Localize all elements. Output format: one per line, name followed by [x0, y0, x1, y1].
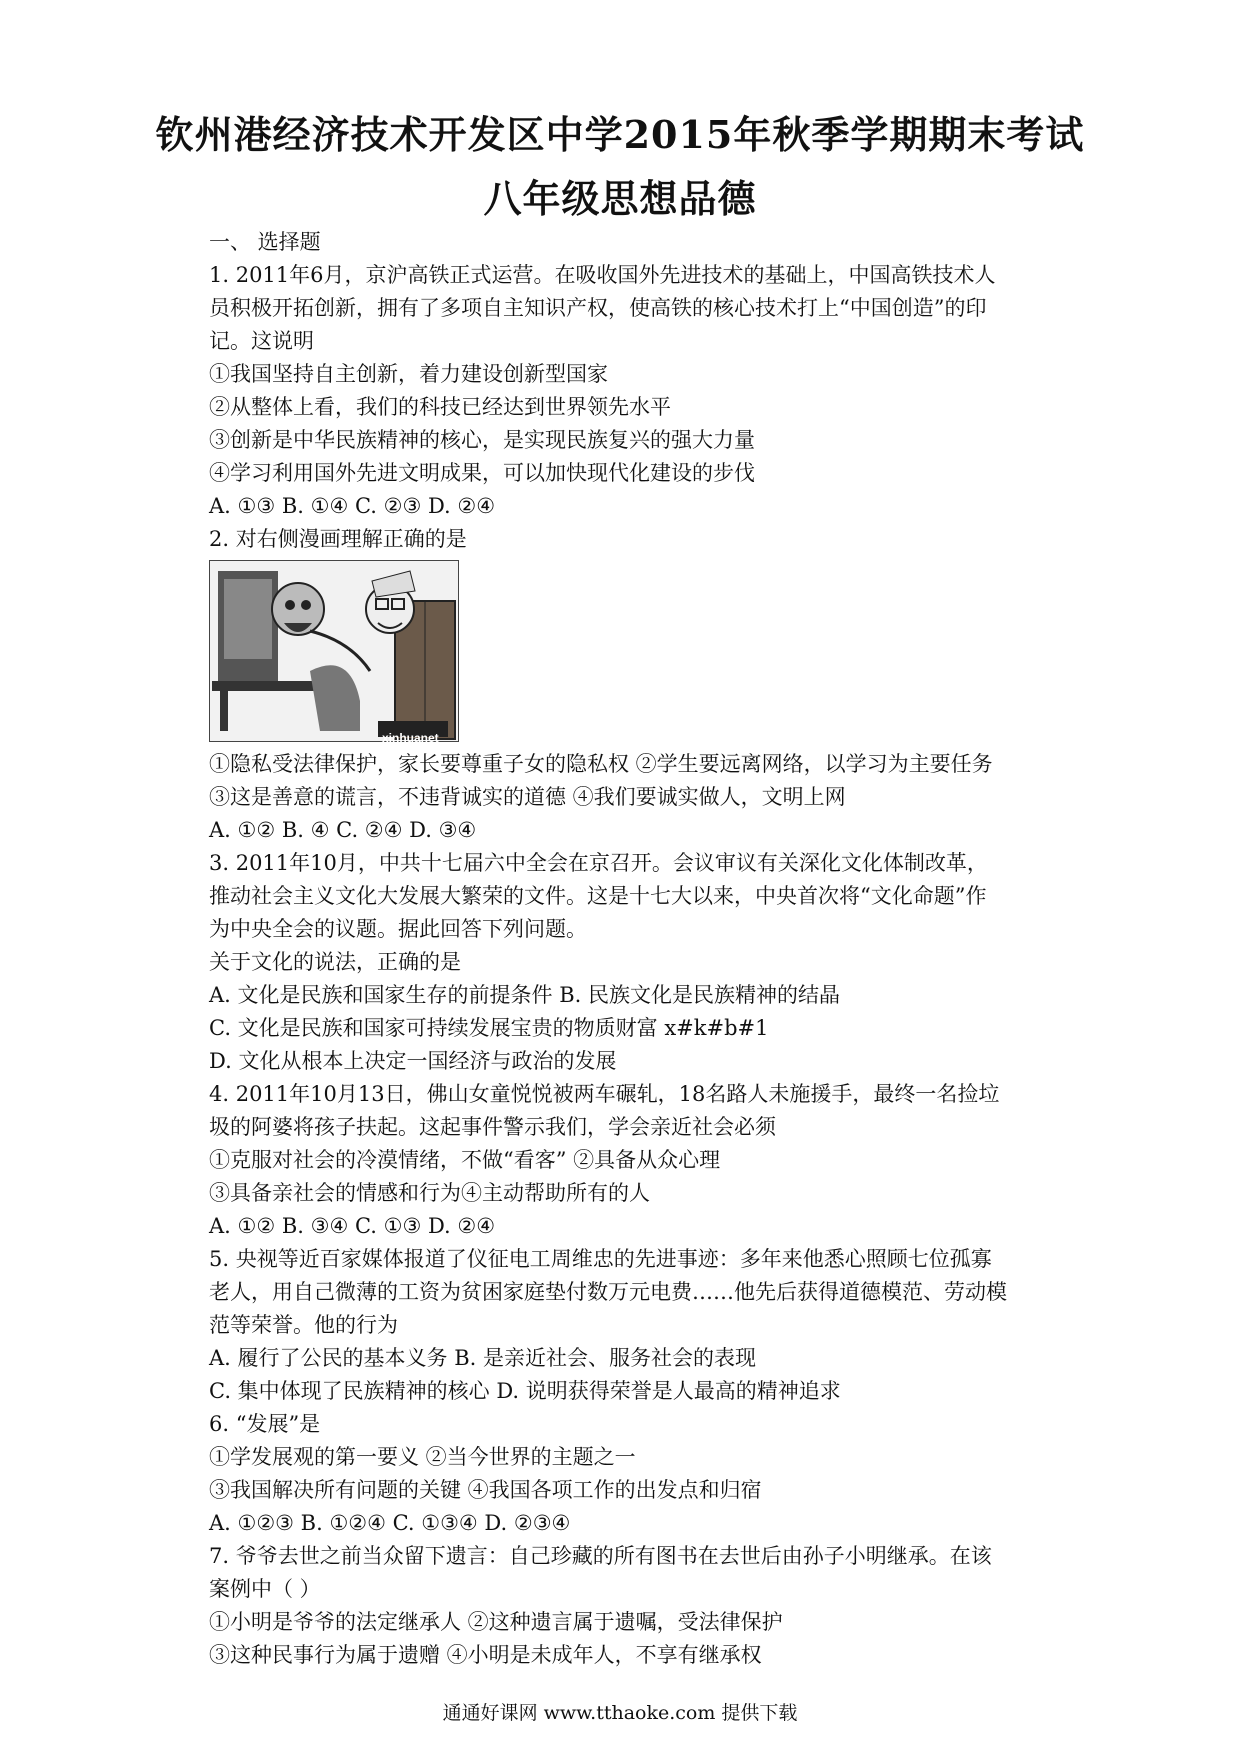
text-line: ①我国坚持自主创新，着力建设创新型国家 [209, 362, 608, 386]
text-line: 6. “发展”是 [209, 1412, 321, 1436]
text-line: A. ①② B. ④ C. ②④ D. ③④ [209, 818, 477, 842]
text-line: C. 集中体现了民族精神的核心 D. 说明获得荣誉是人最高的精神追求 [209, 1379, 841, 1403]
text-line: 4. 2011年10月13日，佛山女童悦悦被两车碾轧，18名路人未施援手，最终一名捡垃 [209, 1082, 1000, 1106]
cartoon-image [209, 560, 459, 745]
text-line: ④学习利用国外先进文明成果，可以加快现代化建设的步伐 [209, 461, 755, 485]
text-line: 1. 2011年6月，京沪高铁正式运营。在吸收国外先进技术的基础上，中国高铁技术人 [209, 263, 996, 287]
text-line: 范等荣誉。他的行为 [209, 1313, 398, 1337]
exam-title: 钦州港经济技术开发区中学2015年秋季学期期末考试 [155, 112, 1085, 157]
text-line: 2. 对右侧漫画理解正确的是 [209, 527, 467, 551]
text-line: ②从整体上看，我们的科技已经达到世界领先水平 [209, 395, 671, 419]
questions-part-1 [209, 259, 1039, 556]
text-line: C. 文化是民族和国家可持续发展宝贵的物质财富 x#k#b#1 [209, 1016, 769, 1040]
page-footer: 通通好课网 www.tthaoke.com 提供下载 [442, 1702, 798, 1724]
text-line: 员积极开拓创新，拥有了多项自主知识产权，使高铁的核心技术打上“中国创造”的印 [209, 296, 987, 320]
text-line: 圾的阿婆将孩子扶起。这起事件警示我们，学会亲近社会必须 [209, 1115, 776, 1139]
text-line: A. 文化是民族和国家生存的前提条件 B. 民族文化是民族精神的结晶 [209, 983, 840, 1007]
text-line: ③这是善意的谎言，不违背诚实的道德 ④我们要诚实做人，文明上网 [209, 785, 846, 809]
text-line: ①克服对社会的冷漠情绪，不做“看客” ②具备从众心理 [209, 1148, 721, 1172]
text-line: 5. 央视等近百家媒体报道了仪征电工周维忠的先进事迹：多年来他悉心照顾七位孤寡 [209, 1247, 992, 1271]
text-line: ③具备亲社会的情感和行为④主动帮助所有的人 [209, 1181, 650, 1205]
text-line: 推动社会主义文化大发展大繁荣的文件。这是十七大以来，中央首次将“文化命题”作 [209, 884, 987, 908]
text-line: 老人，用自己微薄的工资为贫困家庭垫付数万元电费……他先后获得道德模范、劳动模 [209, 1280, 1007, 1304]
text-line: 7. 爷爷去世之前当众留下遗言：自己珍藏的所有图书在去世后由孙子小明继承。在该 [209, 1544, 992, 1568]
text-line: ③创新是中华民族精神的核心，是实现民族复兴的强大力量 [209, 428, 755, 452]
text-line: 案例中（ ） [209, 1577, 321, 1601]
text-line: A. ①② B. ③④ C. ①③ D. ②④ [209, 1214, 496, 1238]
section-heading: 一、 选择题 [209, 230, 321, 254]
question-body [209, 226, 1039, 1672]
text-line: D. 文化从根本上决定一国经济与政治的发展 [209, 1049, 617, 1073]
text-line: 3. 2011年10月，中共十七届六中全会在京召开。会议审议有关深化文化体制改革， [209, 851, 988, 875]
text-line: A. ①②③ B. ①②④ C. ①③④ D. ②③④ [209, 1511, 571, 1535]
text-line: A. ①③ B. ①④ C. ②③ D. ②④ [209, 494, 496, 518]
text-line: 为中央全会的议题。据此回答下列问题。 [209, 917, 587, 941]
text-line: ③这种民事行为属于遗赠 ④小明是未成年人，不享有继承权 [209, 1643, 762, 1667]
exam-subtitle: 八年级思想品德 [483, 176, 757, 221]
text-line: 关于文化的说法，正确的是 [209, 950, 461, 974]
text-line: A. 履行了公民的基本义务 B. 是亲近社会、服务社会的表现 [209, 1346, 756, 1370]
text-line: ①小明是爷爷的法定继承人 ②这种遗言属于遗嘱，受法律保护 [209, 1610, 783, 1634]
text-line: ③我国解决所有问题的关键 ④我国各项工作的出发点和归宿 [209, 1478, 762, 1502]
text-line: ①隐私受法律保护，家长要尊重子女的隐私权 ②学生要远离网络，以学习为主要任务 [209, 752, 993, 776]
image-watermark: xinhuanet [382, 731, 439, 745]
questions-part-2 [209, 748, 1039, 1672]
text-line: ①学发展观的第一要义 ②当今世界的主题之一 [209, 1445, 636, 1469]
text-line: 记。这说明 [209, 329, 314, 353]
